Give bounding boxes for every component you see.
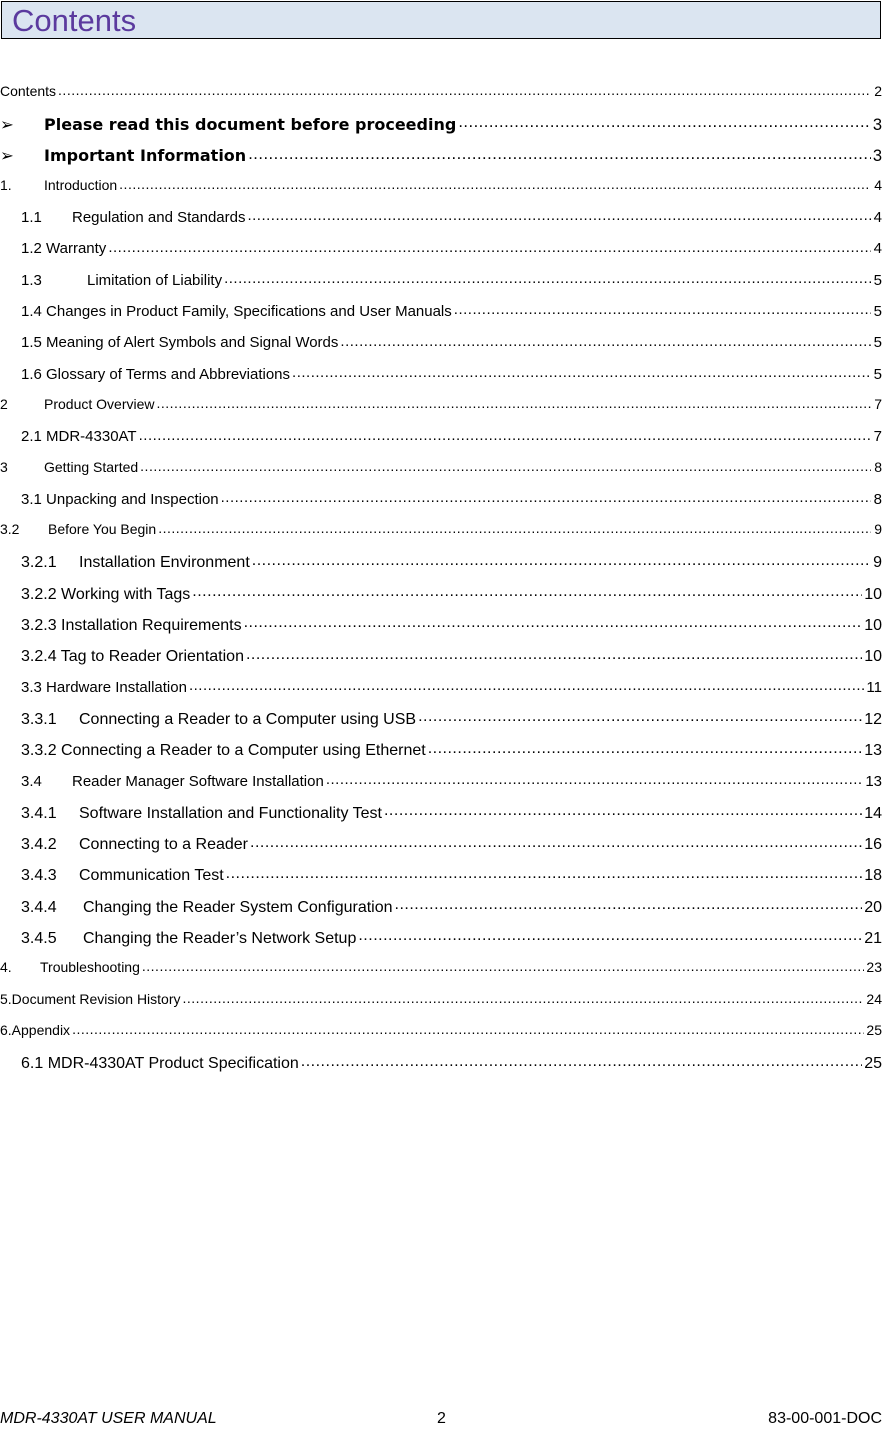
toc-entry-title: 5.Document Revision History [0,990,181,1007]
toc-entry-title: Contents [0,83,57,99]
toc-entry-title: 1.5 Meaning of Alert Symbols and Signal Words [21,334,339,352]
toc-entry-title: 1.6 Glossary of Terms and Abbreviations [21,365,291,383]
toc-dot-leader [252,551,871,567]
toc-entry-title: 3.2.3 Installation Requirements [21,617,242,635]
toc-entry-page: 5 [873,271,882,289]
toc-entry-title: Please read this document before proceeding [44,114,457,134]
toc-entry[interactable] [0,645,882,676]
toc-dot-leader [358,927,862,943]
page-title: Contents [12,3,137,38]
toc-entry-number: 2 [0,395,8,412]
toc-entry-title: Regulation and Standards [72,209,246,227]
toc-entry-page: 5 [873,365,882,383]
contents-heading-box [1,1,881,39]
toc-entry[interactable] [0,82,882,113]
toc-entry-page: 7 [873,428,882,446]
toc-entry-number: 1. [0,176,12,193]
toc-entry-page: 9 [873,554,882,572]
toc-entry[interactable] [0,1021,882,1052]
toc-entry[interactable] [0,864,882,895]
toc-entry-page: 13 [865,772,882,790]
toc-entry[interactable] [0,176,882,207]
toc-entry-page: 21 [864,930,882,948]
toc-entry-page: 9 [874,521,882,538]
toc-dot-leader [158,520,871,534]
toc-entry-title: Getting Started [44,458,139,475]
toc-entry[interactable] [0,458,882,489]
toc-dot-leader [72,1021,864,1035]
page-footer [0,1410,882,1432]
toc-entry-page: 12 [864,710,882,728]
arrow-bullet-icon: ➢ [0,115,14,134]
toc-entry-number: 3.4.1 [21,804,57,822]
toc-dot-leader [139,426,871,441]
toc-entry[interactable] [0,113,882,144]
toc-entry-title: Changing the Reader’s Network Setup [83,930,357,948]
toc-entry-title: 2.1 MDR-4330AT [21,428,137,446]
toc-entry-title: Software Installation and Functionality Test [79,804,382,822]
toc-entry-number: 3.2.1 [21,554,57,572]
toc-entry[interactable] [0,677,882,708]
toc-entry-page: 4 [873,240,882,258]
toc-dot-leader [340,332,871,347]
toc-entry-title: Before You Begin [48,521,157,538]
toc-dot-leader [458,113,871,130]
toc-entry-page: 11 [866,678,882,696]
toc-entry[interactable] [0,958,882,989]
toc-dot-leader [384,802,862,818]
toc-entry-title: Reader Manager Software Installation [72,772,324,790]
toc-entry-number: 3 [0,458,8,475]
toc-entry-title: Product Overview [44,395,155,412]
toc-entry-title: Troubleshooting [40,959,140,976]
toc-entry-page: 10 [864,585,882,603]
toc-entry-page: 10 [864,648,882,666]
toc-entry[interactable] [0,145,882,176]
toc-entry-number: 3.4 [21,772,42,790]
toc-entry-title: 3.2.4 Tag to Reader Orientation [21,648,244,666]
toc-entry-number: 3.4.2 [21,836,57,854]
toc-dot-leader [221,489,871,504]
toc-entry[interactable] [0,771,882,802]
toc-entry-page: 5 [873,334,882,352]
footer-document-title: MDR-4330AT USER MANUAL [0,1410,217,1427]
toc-entry[interactable] [0,207,882,238]
toc-dot-leader [301,1052,862,1068]
toc-dot-leader [119,176,871,190]
toc-dot-leader [192,583,862,599]
arrow-bullet-icon: ➢ [0,147,14,166]
toc-entry-page: 18 [864,867,882,885]
toc-entry-page: 2 [874,83,882,99]
toc-entry-title: 6.Appendix [0,1021,71,1038]
toc-entry-page: 20 [864,898,882,916]
toc-entry[interactable] [0,489,882,520]
toc-entry-title: Limitation of Liability [87,271,223,289]
toc-entry-number: 3.4.4 [21,898,57,916]
toc-dot-leader [58,82,871,96]
toc-dot-leader [244,614,863,630]
toc-entry-page: 14 [864,804,882,822]
toc-entry[interactable] [0,332,882,363]
toc-entry-title: 3.1 Unpacking and Inspection [21,490,219,508]
toc-entry-number: 3.3.1 [21,710,57,728]
toc-entry[interactable] [0,990,882,1021]
toc-dot-leader [395,896,863,912]
toc-entry[interactable] [0,1052,882,1083]
toc-dot-leader [454,301,871,316]
toc-entry[interactable] [0,802,882,833]
toc-entry[interactable] [0,426,882,457]
toc-dot-leader [292,364,871,379]
toc-entry-title: Installation Environment [79,554,250,572]
toc-entry[interactable] [0,583,882,614]
toc-entry[interactable] [0,833,882,864]
toc-entry[interactable] [0,270,882,301]
toc-dot-leader [248,145,871,162]
toc-dot-leader [108,238,871,253]
toc-entry[interactable] [0,395,882,426]
toc-entry-number: 1.3 [21,271,42,289]
toc-entry[interactable] [0,551,882,582]
toc-dot-leader [183,990,865,1004]
toc-entry-page: 4 [874,176,882,193]
toc-dot-leader [140,458,871,472]
toc-entry-number: 3.4.3 [21,867,57,885]
toc-entry-page: 8 [874,458,882,475]
toc-entry[interactable] [0,927,882,958]
toc-entry-title: 6.1 MDR-4330AT Product Specification [21,1055,299,1073]
toc-entry-page: 25 [866,1021,882,1038]
toc-entry-number: 1.1 [21,209,42,227]
toc-dot-leader [142,958,865,972]
toc-dot-leader [226,864,863,880]
toc-entry-page: 3 [872,115,882,134]
toc-entry[interactable] [0,708,882,739]
toc-dot-leader [326,771,864,786]
toc-entry-number: 3.2 [0,521,20,538]
footer-page-number: 2 [437,1410,446,1427]
toc-entry-page: 4 [873,209,882,227]
toc-entry-page: 3 [872,147,882,166]
toc-dot-leader [246,645,862,661]
toc-entry-page: 23 [866,959,882,976]
toc-entry-title: 3.3 Hardware Installation [21,678,187,696]
toc-entry-number: 3.4.5 [21,930,57,948]
toc-entry-page: 5 [873,303,882,321]
footer-document-code: 83-00-001-DOC [768,1410,882,1427]
table-of-contents [0,82,882,1084]
toc-entry-title: 3.2.2 Working with Tags [21,585,191,603]
toc-entry[interactable] [0,364,882,395]
toc-entry-title: 1.2 Warranty [21,240,107,258]
toc-entry[interactable] [0,896,882,927]
toc-entry[interactable] [0,520,882,551]
toc-entry-title: Communication Test [79,867,224,885]
toc-entry-number: 4. [0,959,12,976]
toc-entry[interactable] [0,614,882,645]
toc-entry-title: 3.3.2 Connecting a Reader to a Computer using Ethernet [21,742,426,760]
toc-dot-leader [250,833,862,849]
toc-dot-leader [428,739,863,755]
toc-dot-leader [418,708,862,724]
toc-entry[interactable] [0,739,882,770]
toc-entry-title: Changing the Reader System Configuration [83,898,393,916]
toc-entry-page: 13 [864,742,882,760]
toc-entry[interactable] [0,301,882,332]
toc-dot-leader [224,270,871,285]
toc-dot-leader [189,677,864,692]
toc-entry-page: 8 [873,490,882,508]
toc-entry-title: Introduction [44,176,118,193]
toc-entry-title: Connecting to a Reader [79,836,248,854]
toc-entry-title: Connecting a Reader to a Computer using USB [79,710,417,728]
toc-entry-page: 16 [864,836,882,854]
toc-entry-title: Important Information [44,146,247,166]
toc-entry-page: 10 [864,617,882,635]
toc-dot-leader [156,395,871,409]
toc-entry-title: 1.4 Changes in Product Family, Specifications and User Manuals [21,303,452,321]
toc-entry-page: 7 [874,395,882,412]
toc-dot-leader [247,207,871,222]
toc-entry[interactable] [0,238,882,269]
toc-entry-page: 24 [866,990,882,1007]
toc-entry-page: 25 [864,1055,882,1073]
